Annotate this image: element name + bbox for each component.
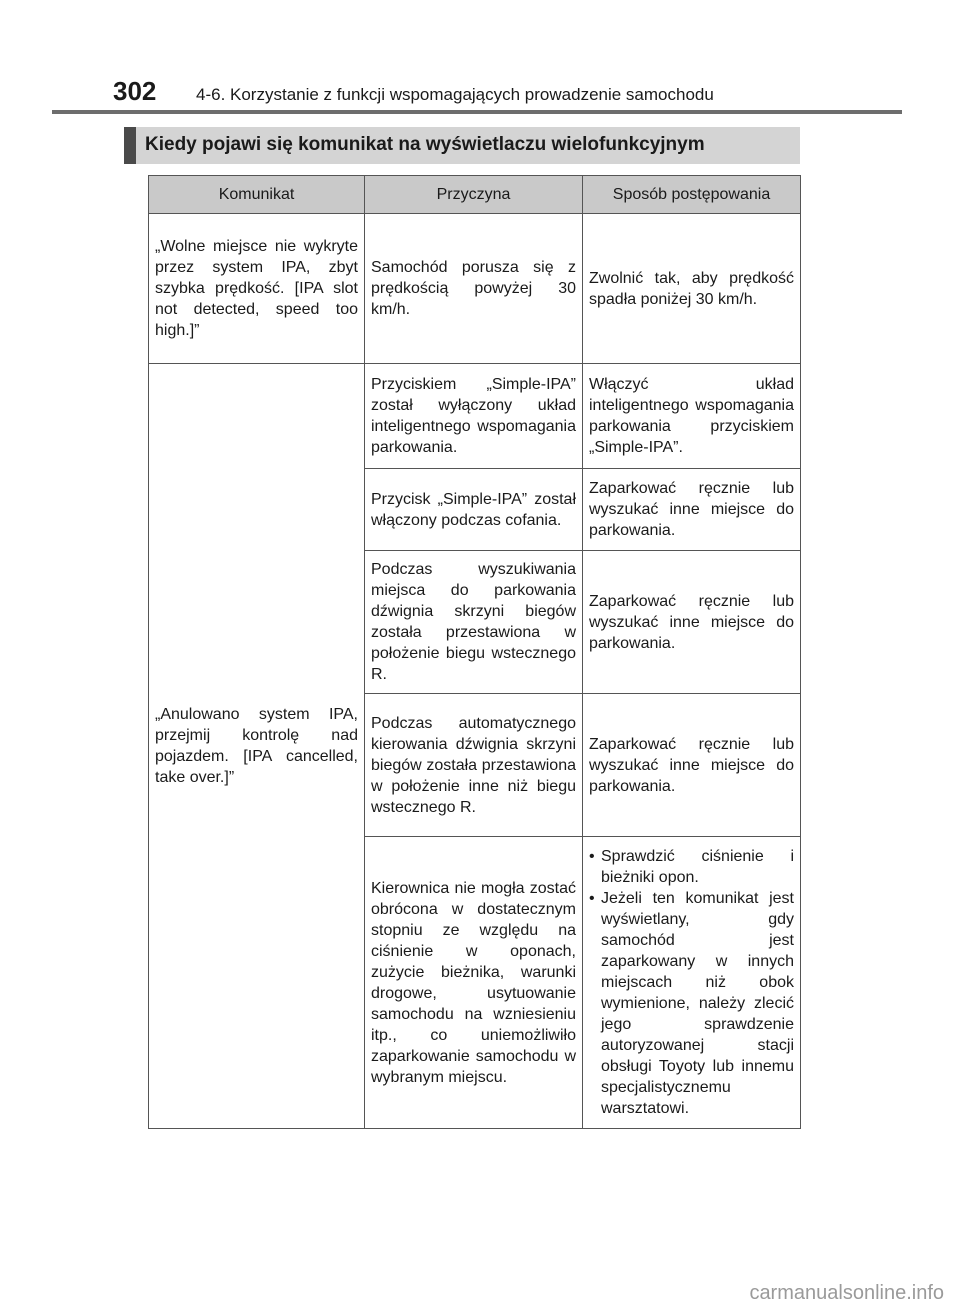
cause-cell <box>365 364 583 469</box>
message-cell <box>149 364 365 1129</box>
message-table <box>148 175 801 1129</box>
table-row <box>149 364 801 469</box>
watermark: carmanualsonline.info <box>749 1282 944 1304</box>
column-header-action: Sposób postępowania <box>583 176 801 214</box>
cause-cell <box>365 837 583 1129</box>
table-header-row <box>149 176 801 214</box>
cause-cell <box>365 694 583 837</box>
message-text: „Anulowano system IPA, przejmij kontrolę nad pojazdem. [IPA cancelled, take over.]” <box>155 706 358 786</box>
cause-text: Przyciskiem „Simple-IPA” został wyłączony układ inteligentnego wspomagania parkowania. <box>371 376 576 456</box>
action-text: Zaparkować ręcznie lub wyszukać inne miejsce do parkowania. <box>589 592 794 652</box>
cause-text: Podczas automatycznego kierowania dźwignia skrzyni biegów została przestawiona w położenie inne niż biegu wstecznego R. <box>371 714 576 816</box>
action-cell <box>583 214 801 364</box>
section-heading-bar <box>124 127 800 164</box>
column-header-message: Komunikat <box>149 176 365 214</box>
action-cell <box>583 364 801 469</box>
cause-cell <box>365 214 583 364</box>
message-cell <box>149 214 365 364</box>
table-row <box>149 214 801 364</box>
section-title: Kiedy pojawi się komunikat na wyświetlaczu wielofunkcyjnym <box>145 134 705 155</box>
page-header <box>113 76 714 112</box>
cause-text: Przycisk „Simple-IPA” został włączony podczas cofania. <box>371 490 576 529</box>
page-number: 302 <box>113 76 157 106</box>
action-text: Zaparkować ręcznie lub wyszukać inne miejsce do parkowania. <box>589 735 794 795</box>
action-list <box>589 846 794 1119</box>
column-header-cause: Przyczyna <box>365 176 583 214</box>
action-cell <box>583 551 801 694</box>
action-text: Jeżeli ten komunikat jest wyświetlany, gdy samochód jest zaparkowany w innych miejscach niż obok wymienione, należy zlecić jego sprawdzenie autoryzowanej stacji obsługi Toyoty lub innemu specjalistycznemu warsztatowi. <box>601 890 794 1117</box>
bullet-icon: • <box>589 848 595 865</box>
section-heading-accent <box>124 127 136 164</box>
action-cell <box>583 469 801 551</box>
header-rule <box>52 110 902 114</box>
action-text: Zwolnić tak, aby prędkość spadła poniżej 30 km/h. <box>589 269 794 308</box>
message-text: „Wolne miejsce nie wykryte przez system IPA, zbyt szybka prędkość. [IPA slot not detected, speed too high.]” <box>155 238 358 339</box>
chapter-title: 4-6. Korzystanie z funkcji wspomagających prowadzenie samochodu <box>196 85 714 104</box>
action-text: Zaparkować ręcznie lub wyszukać inne miejsce do parkowania. <box>589 480 794 539</box>
action-cell <box>583 837 801 1129</box>
bullet-icon: • <box>589 890 595 907</box>
cause-text: Kierownica nie mogła zostać obrócona w dostatecznym stopniu ze względu na ciśnienie w oponach, zużycie bieżnika, warunki drogowe, usytuowanie samochodu na wzniesieniu itp., co uniemożliwiło zaparkowanie samochodu w wybranym miejscu. <box>371 879 576 1086</box>
action-list-item <box>589 846 794 888</box>
action-text: Włączyć układ inteligentnego wspomagania parkowania przyciskiem „Simple-IPA”. <box>589 376 794 456</box>
cause-cell <box>365 551 583 694</box>
cause-text: Samochód porusza się z prędkością powyżej 30 km/h. <box>371 259 576 318</box>
cause-text: Podczas wyszukiwania miejsca do parkowania dźwignia skrzyni biegów została przestawiona w położenie biegu wstecznego R. <box>371 561 576 683</box>
action-text: Sprawdzić ciśnienie i bieżniki opon. <box>601 848 794 886</box>
action-cell <box>583 694 801 837</box>
action-list-item <box>589 888 794 1119</box>
cause-cell <box>365 469 583 551</box>
